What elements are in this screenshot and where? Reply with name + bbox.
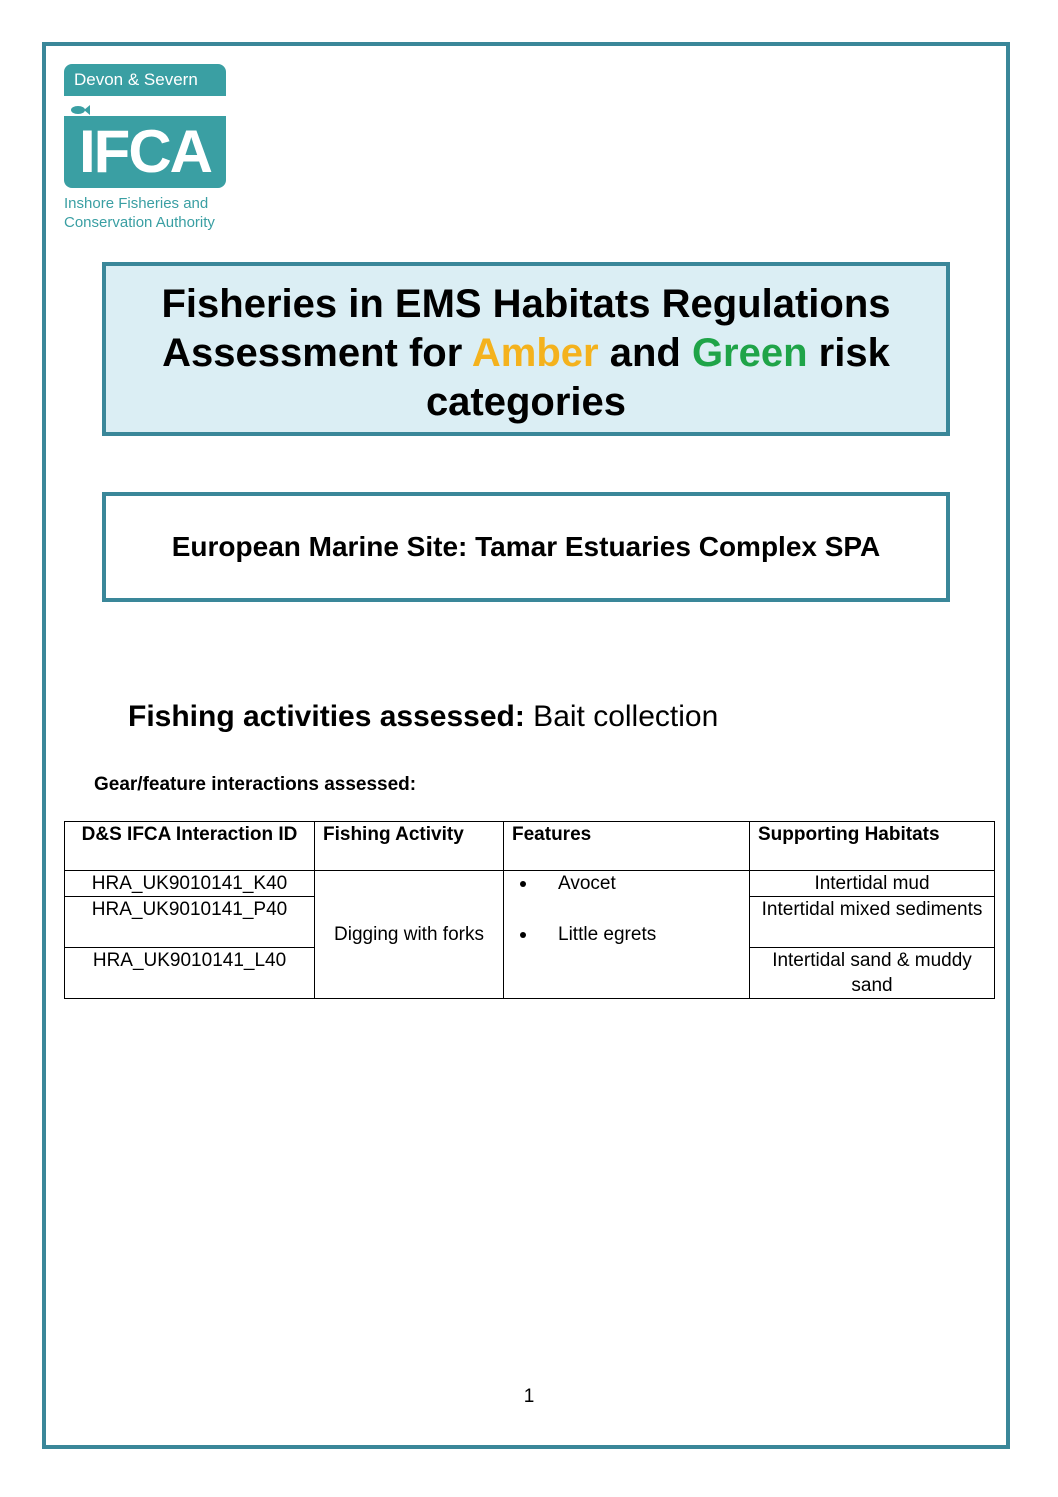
table-header: Features	[504, 822, 750, 871]
fish-icon	[70, 104, 90, 116]
site-heading: European Marine Site: Tamar Estuaries Complex SPA	[102, 492, 950, 602]
logo-top-text: Devon & Severn	[64, 64, 226, 96]
title-amber: Amber	[471, 331, 599, 375]
list-item	[520, 871, 741, 896]
activities-label: Fishing activities assessed:	[128, 700, 525, 733]
table-row	[65, 871, 995, 897]
page-number: 1	[523, 1386, 535, 1407]
table-header: D&S IFCA Interaction ID	[65, 822, 315, 871]
supporting-habitat: Intertidal sand & muddy sand	[750, 948, 995, 999]
document-title	[102, 262, 950, 436]
bullet-icon	[520, 932, 526, 938]
logo-subtitle-line2: Conservation Authority	[64, 214, 215, 231]
gear-heading: Gear/feature interactions assessed:	[94, 774, 417, 795]
ifca-logo	[64, 64, 228, 236]
activities-value: Bait collection	[524, 700, 719, 733]
table-header: Supporting Habitats	[750, 822, 995, 871]
interaction-id: HRA_UK9010141_L40	[65, 948, 315, 999]
table-header: Fishing Activity	[315, 822, 504, 871]
title-part3: risk categories	[425, 331, 890, 424]
supporting-habitat: Intertidal mud	[750, 871, 995, 897]
feature-label: Avocet	[558, 873, 616, 894]
fishing-activity: Digging with forks	[315, 871, 504, 999]
logo-subtitle-line1: Inshore Fisheries and	[64, 195, 209, 212]
table-header-row	[65, 822, 995, 871]
activities-heading	[128, 700, 718, 734]
features-cell	[504, 871, 750, 999]
title-part1: Fisheries in EMS Habitats Regulations Assessment for	[161, 282, 891, 375]
interactions-table	[64, 821, 995, 999]
feature-label: Little egrets	[558, 924, 657, 945]
page-border	[42, 42, 1010, 1449]
interaction-id: HRA_UK9010141_P40	[65, 897, 315, 948]
logo-subtitle	[64, 194, 234, 232]
supporting-habitat: Intertidal mixed sediments	[750, 897, 995, 948]
bullet-icon	[520, 881, 526, 887]
logo-main-text: IFCA	[64, 116, 226, 188]
title-part2: and	[598, 331, 692, 375]
interaction-id: HRA_UK9010141_K40	[65, 871, 315, 897]
list-item	[520, 922, 741, 947]
title-green: Green	[691, 331, 808, 375]
